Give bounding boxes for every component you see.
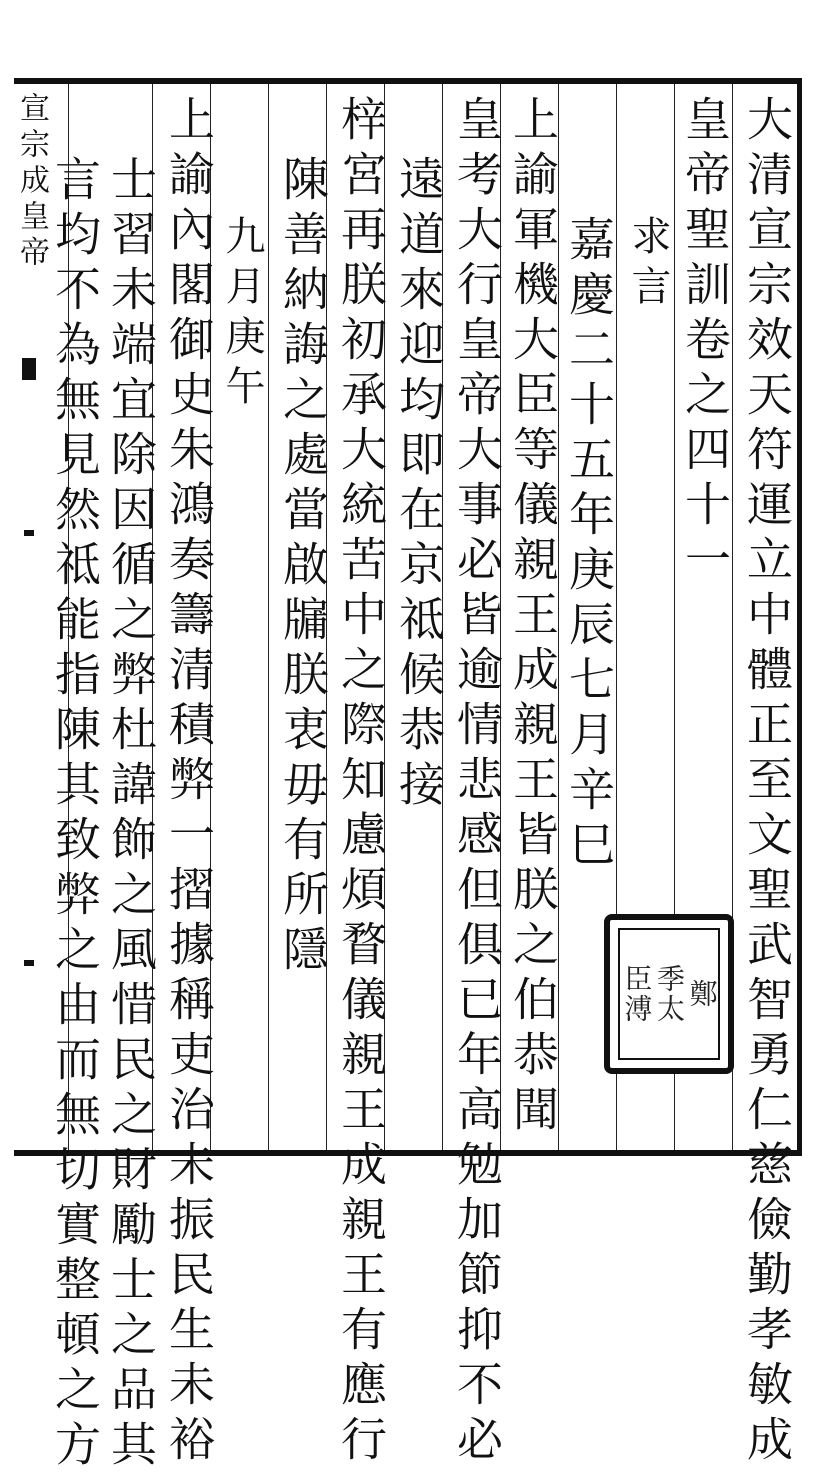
column-rule (268, 84, 269, 1150)
text-column-8: 梓宮再朕初承大統苦中之際知慮煩瞀儀親王成親王有應行 (334, 95, 388, 1470)
text-column-13: 言均不為無見然祗能指陳其致弊之由而無切實整頓之方 (48, 155, 102, 1475)
seal-text: 鄭 (685, 979, 719, 1009)
collector-seal-inner (618, 928, 720, 1060)
text-column-6: 皇考大行皇帝大事必皆逾情悲感但俱已年高勉加節抑不必 (450, 95, 504, 1470)
text-column-3: 求言 (625, 215, 671, 315)
text-column-2: 皇帝聖訓卷之四十一 (678, 95, 732, 590)
text-column-5: 上諭軍機大臣等儀親王成親王皆朕之伯恭聞 (506, 95, 560, 1140)
text-column-11: 上諭內閣御史朱鴻奏籌清積弊一摺據稱吏治未振民生未裕 (162, 95, 216, 1470)
seal-text: 臣溥 (620, 964, 654, 1024)
fold-mark (22, 358, 36, 380)
fold-mark (24, 530, 34, 536)
collector-seal (604, 914, 734, 1074)
text-column-12: 士習未端宜除因循之弊杜諱飾之風惜民之財勵士之品其 (104, 155, 158, 1475)
text-column-9: 陳善納誨之處當啟牖朕衷毋有所隱 (276, 155, 330, 980)
fold-margin-label: 宣宗成皇帝 (14, 92, 49, 272)
fold-mark (24, 960, 34, 966)
text-column-1: 大清宣宗效天符運立中體正至文聖武智勇仁慈儉勤孝敏成 (740, 95, 794, 1470)
text-column-10: 九月庚午 (219, 215, 265, 415)
text-column-7: 遠道來迎均即在京祗候恭接 (392, 155, 446, 815)
text-column-4: 嘉慶二十五年庚辰七月辛巳 (562, 215, 616, 875)
seal-text: 季太 (653, 964, 686, 1024)
